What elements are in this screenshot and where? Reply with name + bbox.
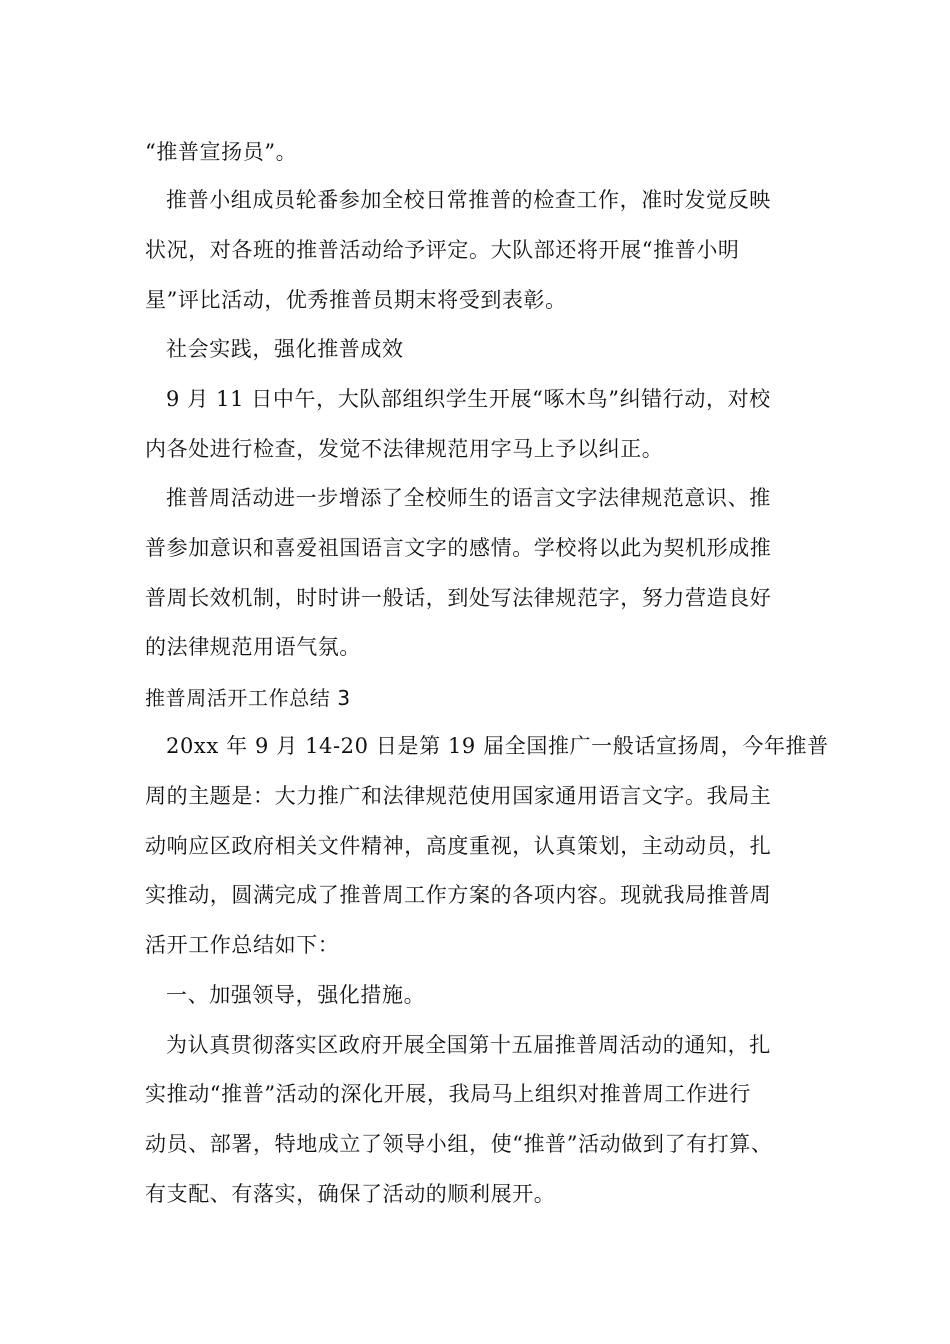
text-line: 状况，对各班的推普活动给予评定。大队部还将开展“推普小明 [145,238,740,262]
paragraph-line: 9 月 11 日中午，大队部组织学生开展“啄木鸟”纠错行动，对校 [166,387,771,411]
section-heading: 一、加强领导，强化措施。 [166,983,426,1007]
text-line: 动员、部署，特地成立了领导小组，使“推普”活动做到了有打算、 [145,1132,773,1156]
section-heading: 社会实践，强化推普成效 [166,337,404,361]
text-line: 星”评比活动，优秀推普员期末将受到表彰。 [145,288,567,312]
text-line: 有支配、有落实，确保了活动的顺利展开。 [145,1182,556,1206]
text-line: 实推动，圆满完成了推普周工作方案的各项内容。现就我局推普周 [145,883,772,907]
paragraph-line: 20xx 年 9 月 14-20 日是第 19 届全国推广一般话宣扬周，今年推普 [166,734,829,758]
text-line: 普周长效机制，时时讲一般话，到处写法律规范字，努力营造良好 [145,586,772,610]
paragraph-line: 为认真贯彻落实区政府开展全国第十五届推普周活动的通知，扎 [166,1033,771,1057]
text-line: 的法律规范用语气氛。 [145,635,361,659]
document-heading: 推普周活开工作总结 3 [145,686,351,710]
text-line: 动响应区政府相关文件精神，高度重视，认真策划，主动动员，扎 [145,834,772,858]
text-line: 内各处进行检查，发觉不法律规范用字马上予以纠正。 [145,437,664,461]
text-line: 周的主题是：大力推广和法律规范使用国家通用语言文字。我局主 [145,784,772,808]
text-line: 实推动“推普”活动的深化开展，我局马上组织对推普周工作进行 [145,1082,751,1106]
text-line: 普参加意识和喜爱祖国语言文字的感情。学校将以此为契机形成推 [145,536,772,560]
paragraph-line: 推普周活动进一步增添了全校师生的语言文字法律规范意识、推 [166,486,771,510]
text-line: “推普宣扬员”。 [145,140,298,164]
paragraph-line: 推普小组成员轮番参加全校日常推普的检查工作，准时发觉反映 [166,188,771,212]
text-line: 活开工作总结如下： [145,933,340,957]
